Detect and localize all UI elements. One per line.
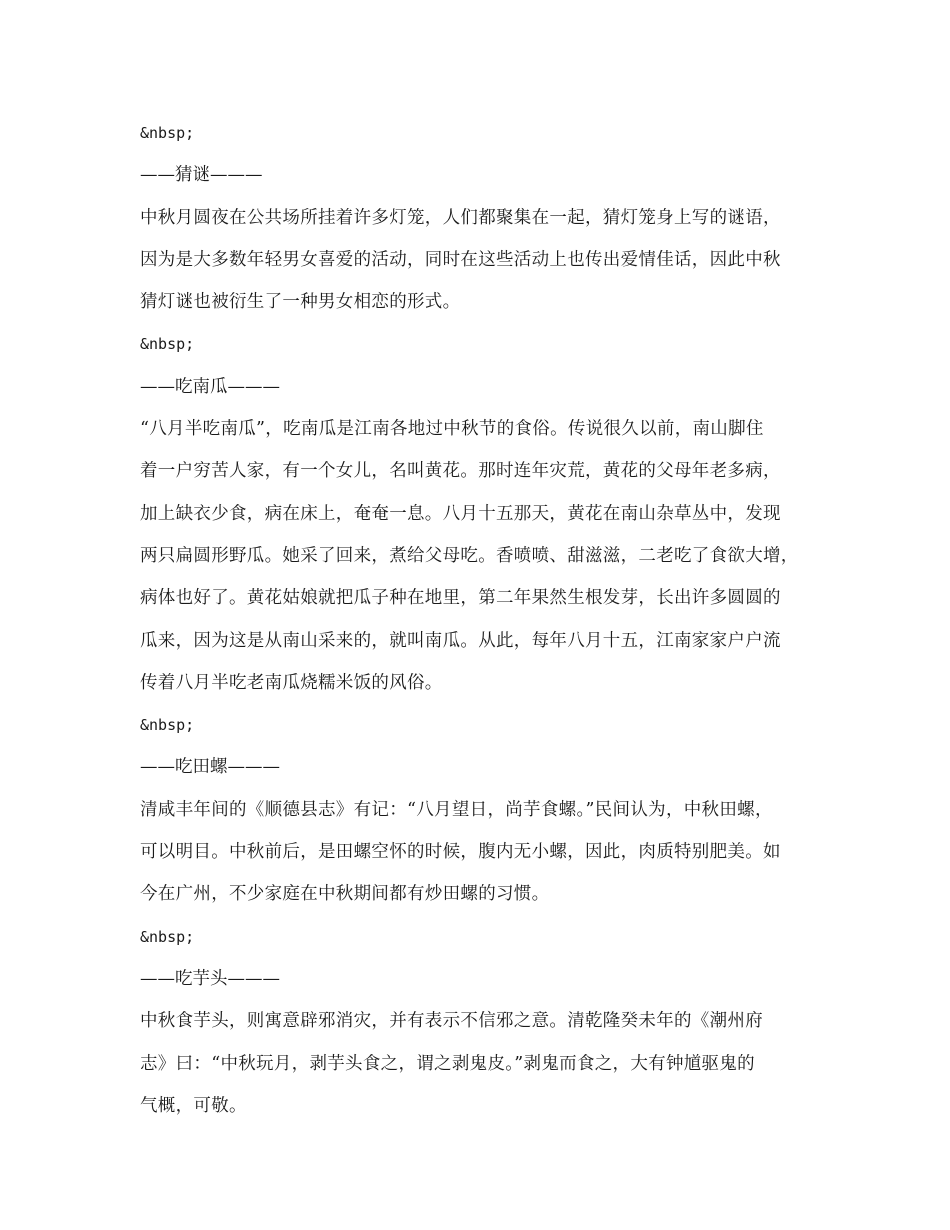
paragraph-line: 气概，可敬。 <box>140 1095 247 1116</box>
paragraph-line: 着一户穷苦人家，有一个女儿，名叫黄花。那时连年灾荒，黄花的父母年老多病， <box>140 461 781 482</box>
paragraph-line: 今在广州，不少家庭在中秋期间都有炒田螺的习惯。 <box>140 884 550 905</box>
paragraph-line: 病体也好了。黄花姑娘就把瓜子种在地里，第二年果然生根发芽，长出许多圆圆的 <box>140 588 781 609</box>
nbsp-spacer: &nbsp; <box>140 124 195 142</box>
paragraph-line: 瓜来，因为这是从南山采来的，就叫南瓜。从此，每年八月十五，江南家家户户流 <box>140 630 781 651</box>
paragraph-line: 传着八月半吃老南瓜烧糯米饭的风俗。 <box>140 672 443 693</box>
document-body <box>140 112 820 1127</box>
section-heading: ——吃田螺——— <box>140 757 280 778</box>
section-heading: ——吃芋头——— <box>140 968 280 989</box>
paragraph-line: 两只扁圆形野瓜。她采了回来，煮给父母吃。香喷喷、甜滋滋，二老吃了食欲大增， <box>140 545 799 566</box>
nbsp-spacer: &nbsp; <box>140 335 195 354</box>
section-eat-pumpkin <box>140 323 820 704</box>
paragraph-line: 加上缺衣少食，病在床上，奄奄一息。八月十五那天，黄花在南山杂草丛中，发现 <box>140 503 781 524</box>
paragraph-line: 中秋食芋头，则寓意辟邪消灾，并有表示不信邪之意。清乾隆癸未年的《潮州府 <box>140 1011 763 1032</box>
section-eat-taro <box>140 916 820 1127</box>
paragraph-line: “八月半吃南瓜”，吃南瓜是江南各地过中秋节的食俗。传说很久以前，南山脚住 <box>140 419 764 440</box>
nbsp-spacer: &nbsp; <box>140 716 195 735</box>
section-heading: ——吃南瓜——— <box>140 376 280 397</box>
paragraph-line: 可以明目。中秋前后，是田螺空怀的时候，腹内无小螺，因此，肉质特别肥美。如 <box>140 842 781 863</box>
paragraph-line: 中秋月圆夜在公共场所挂着许多灯笼，人们都聚集在一起，猜灯笼身上写的谜语， <box>140 207 781 228</box>
nbsp-spacer: &nbsp; <box>140 927 195 946</box>
paragraph-line: 猜灯谜也被衍生了一种男女相恋的形式。 <box>140 292 461 313</box>
section-eat-river-snails <box>140 704 820 915</box>
paragraph-line: 清咸丰年间的《顺德县志》有记：“八月望日，尚芋食螺。”民间认为，中秋田螺， <box>140 799 773 820</box>
section-guess-riddles <box>140 112 820 323</box>
paragraph-line: 志》曰：“中秋玩月，剥芋头食之，谓之剥鬼皮。”剥鬼而食之，大有钟馗驱鬼的 <box>140 1053 755 1074</box>
paragraph-line: 因为是大多数年轻男女喜爱的活动，同时在这些活动上也传出爱情佳话，因此中秋 <box>140 249 781 270</box>
section-heading: ——猜谜——— <box>140 165 263 186</box>
